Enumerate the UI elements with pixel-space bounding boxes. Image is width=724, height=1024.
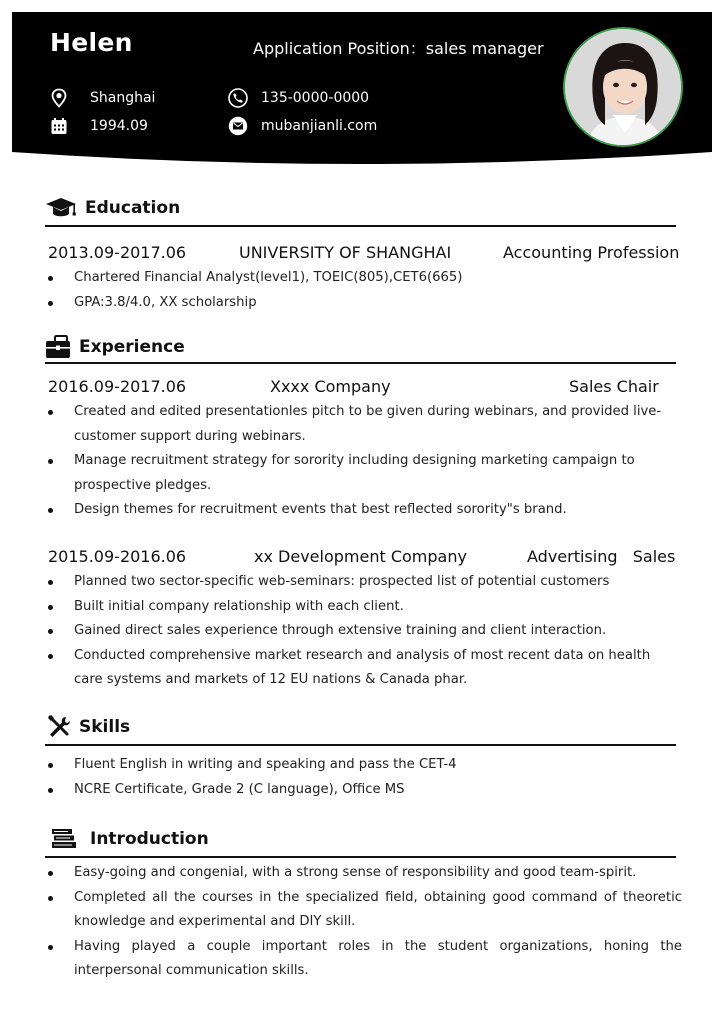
list-item: Easy-going and congenial, with a strong sense of responsibility and good team-spirit. — [45, 861, 682, 886]
birth-info — [49, 116, 148, 136]
list-item: Having played a couple important roles in the student organizations, honing the interpersonal communication skills. — [45, 935, 682, 984]
education-divider — [45, 225, 676, 227]
calendar-icon — [49, 116, 69, 136]
education-list — [45, 266, 676, 315]
introduction-divider — [45, 856, 676, 858]
graduation-cap-icon — [45, 195, 77, 221]
job-2-company: xx Development Company — [254, 547, 467, 566]
phone-icon — [228, 88, 248, 108]
job-2-role: Advertising Sales — [527, 547, 676, 566]
introduction-title: Introduction — [90, 829, 209, 849]
job-1-period: 2016.09-2017.06 — [48, 377, 187, 396]
list-item: Created and edited presentationles pitch to be given during webinars, and provided live-customer support during webinars. — [45, 400, 676, 449]
email-info — [228, 116, 377, 136]
job-1-list — [45, 400, 676, 523]
list-item: Gained direct sales experience through extensive training and client interaction. — [45, 619, 676, 644]
list-item: Chartered Financial Analyst(level1), TOEIC(805),CET6(665) — [45, 266, 676, 291]
education-school: UNIVERSITY OF SHANGHAI — [239, 243, 452, 262]
list-item: Completed all the courses in the specialized field, obtaining good command of theoretic knowledge and experimental and DIY skill. — [45, 886, 682, 935]
skills-title: Skills — [79, 717, 131, 737]
introduction-heading — [45, 826, 209, 852]
list-item: Built initial company relationship with each client. — [45, 595, 676, 620]
candidate-name: Helen — [50, 28, 133, 57]
mail-icon — [228, 116, 248, 136]
portrait-photo — [565, 29, 683, 147]
email-text: mubanjianli.com — [261, 118, 378, 134]
location-info — [49, 88, 155, 108]
location-text: Shanghai — [90, 90, 156, 106]
list-item: Planned two sector-specific web-seminars: prospected list of potential customers — [45, 570, 676, 595]
skills-divider — [45, 744, 676, 746]
list-item: Conducted comprehensive market research and analysis of most recent data on health care systems and markets of 12 EU nations & Canada phar. — [45, 644, 676, 693]
birth-text: 1994.09 — [90, 118, 148, 134]
education-major: Accounting Profession — [503, 243, 680, 262]
location-icon — [49, 88, 69, 108]
briefcase-icon — [45, 334, 77, 360]
list-item: Design themes for recruitment events that best reflected sorority"s brand. — [45, 498, 676, 523]
skills-heading — [45, 714, 130, 740]
experience-heading — [45, 334, 185, 360]
job-2-list — [45, 570, 676, 693]
avatar — [563, 27, 683, 147]
experience-divider — [45, 362, 676, 364]
list-item: Fluent English in writing and speaking and pass the CET-4 — [45, 753, 676, 778]
education-heading — [45, 195, 180, 221]
list-item: Manage recruitment strategy for sorority including designing marketing campaign to prospective pledges. — [45, 449, 676, 498]
education-period: 2013.09-2017.06 — [48, 243, 187, 262]
skills-list — [45, 753, 676, 802]
phone-text: 135-0000-0000 — [261, 90, 370, 106]
experience-title: Experience — [79, 337, 185, 357]
tools-icon — [45, 714, 77, 740]
job-1-role: Sales Chair — [569, 377, 659, 396]
job-1-company: Xxxx Company — [270, 377, 391, 396]
application-position: Application Position：sales manager — [253, 39, 544, 58]
phone-info — [228, 88, 369, 108]
introduction-list — [45, 861, 682, 984]
books-icon — [50, 826, 82, 852]
list-item: GPA:3.8/4.0, XX scholarship — [45, 291, 676, 316]
education-title: Education — [85, 198, 181, 218]
job-2-period: 2015.09-2016.06 — [48, 547, 187, 566]
list-item: NCRE Certificate, Grade 2 (C language), Office MS — [45, 778, 676, 803]
